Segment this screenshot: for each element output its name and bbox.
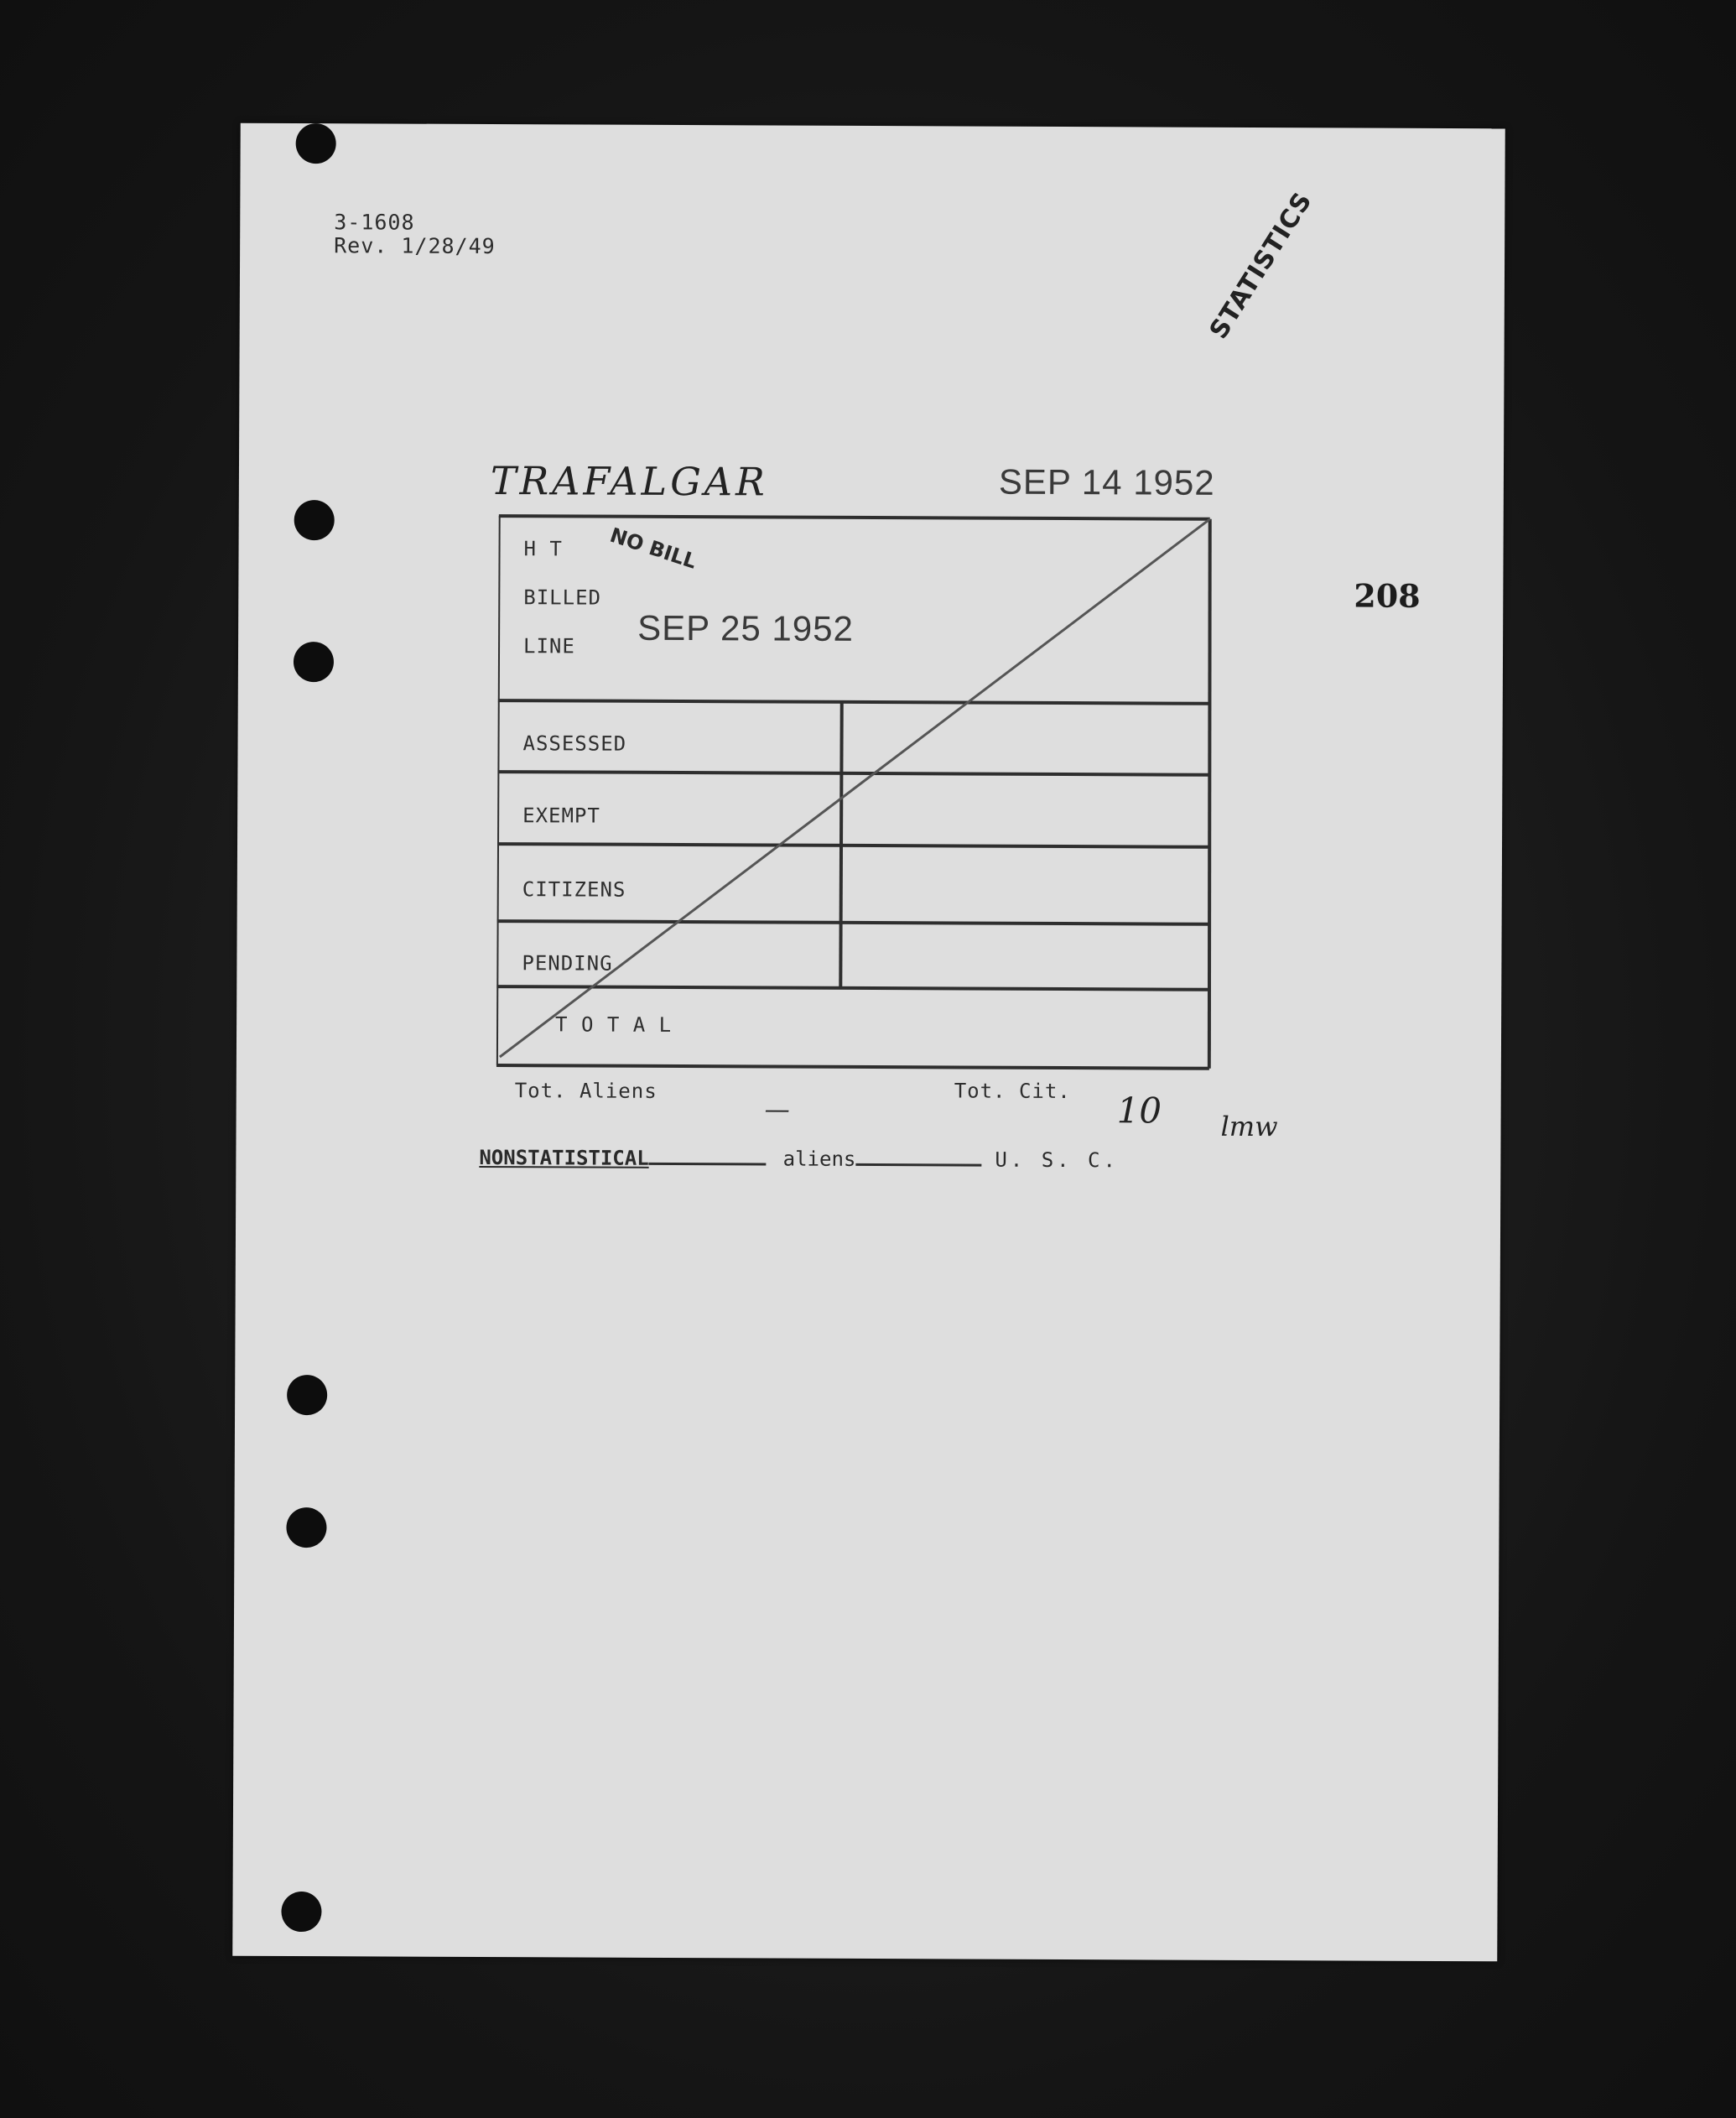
usc-label: U. S. C. xyxy=(995,1147,1120,1173)
label-ht: H T xyxy=(523,537,563,561)
date-stamp-line: SEP 25 1952 xyxy=(637,607,855,648)
form-revision: Rev. 1/28/49 xyxy=(334,233,496,259)
label-assessed: ASSESSED xyxy=(522,731,627,756)
form-number: 3-1608 xyxy=(334,210,415,235)
label-pending: PENDING xyxy=(522,951,613,976)
handwritten-initials: lmw xyxy=(1220,1110,1278,1143)
blank-line xyxy=(649,1163,767,1166)
document-page xyxy=(232,123,1505,1962)
no-bill-stamp: NO BILL xyxy=(606,523,699,574)
punch-hole xyxy=(294,642,334,682)
punch-hole xyxy=(286,1507,326,1548)
punch-hole xyxy=(296,123,336,164)
nonstatistical-label: NONSTATISTICAL xyxy=(479,1145,649,1170)
punch-hole xyxy=(287,1375,327,1415)
label-exempt: EXEMPT xyxy=(522,804,600,828)
tot-cit-value: 10 xyxy=(1116,1090,1162,1132)
label-tot-cit: Tot. Cit. xyxy=(954,1079,1071,1104)
manifest-form-box xyxy=(496,512,1214,1102)
label-line: LINE xyxy=(522,634,575,658)
date-stamp-top: SEP 14 1952 xyxy=(998,461,1215,502)
punch-hole xyxy=(294,500,335,540)
punch-hole xyxy=(281,1892,321,1932)
blank-line xyxy=(855,1163,981,1167)
statistics-stamp: STATISTICS xyxy=(1203,186,1318,345)
label-total: T O T A L xyxy=(555,1012,673,1037)
nonstatistical-line xyxy=(479,1146,1119,1172)
ship-name-handwritten: TRAFALGAR xyxy=(490,458,768,505)
aliens-label: aliens xyxy=(782,1147,856,1171)
page-number: 208 xyxy=(1354,576,1421,615)
label-citizens: CITIZENS xyxy=(522,877,626,902)
tot-aliens-value: — xyxy=(764,1095,790,1125)
label-tot-aliens: Tot. Aliens xyxy=(514,1079,657,1103)
label-billed: BILLED xyxy=(523,585,602,610)
